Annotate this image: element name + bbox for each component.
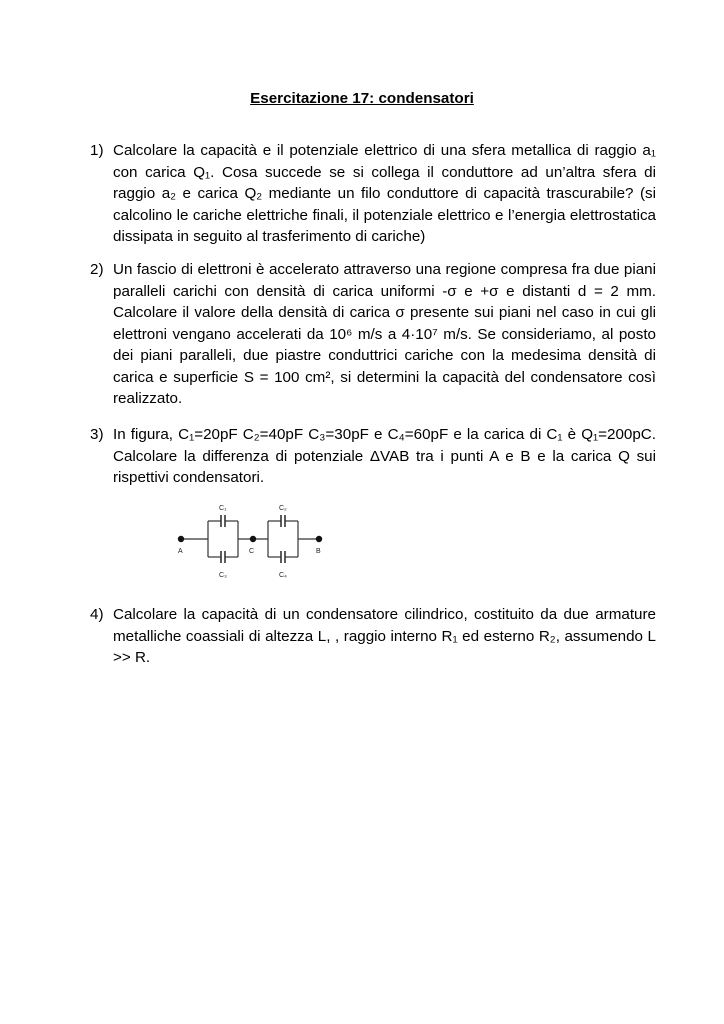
exercise-number: 3) [90,426,104,443]
exercise-number: 4) [90,606,104,623]
exercise-text: Calcolare la capacità di un condensatore cilindrico, costituito da due armature metalliche coassiali di altezza L, , raggio interno R₁ ed esterno R₂, assumendo L >> R. [113,606,656,666]
label-c2: C₂ [279,505,287,512]
exercise-3 [90,424,656,489]
label-c1: C₁ [219,505,227,512]
exercise-text: In figura, C₁=20pF C₂=40pF C₃=30pF e C₄=60pF e la carica di C₁ è Q₁=200pC. Calcolare la differenza di potenziale ΔVAB tra i punti A e B e la carica Q sui rispettivi condensatori. [113,426,656,486]
exercise-text: Un fascio di elettroni è accelerato attraverso una regione compresa fra due piani paralleli carichi con densità di carica uniformi -σ e +σ e distanti d = 2 mm. Calcolare il valore della densità di carica σ presente sui piani nel caso in cui gli elettroni vengano accelerati da 10⁶ m/s a 4·10⁷ m/s. Se consideriamo, al posto dei piani paralleli, due piastre conduttrici cariche con la medesima densità di carica e superficie S = 100 cm², si determini la capacità del condensatore così realizzato. [113,261,656,407]
page-title: Esercitazione 17: condensatori [250,90,474,107]
node-b-dot [316,536,322,542]
exercise-4 [90,604,656,669]
node-c-dot [250,536,256,542]
exercise-number: 1) [90,142,104,159]
label-b: B [316,548,321,555]
label-c4: C₄ [279,572,287,579]
exercise-2 [90,259,656,410]
label-c: C [249,548,255,555]
circuit-diagram [172,499,332,585]
exercise-text: Calcolare la capacità e il potenziale elettrico di una sfera metallica di raggio a₁ con carica Q₁. Cosa succede se si collega il conduttore ad un’altra sfera di raggio a₂ e carica Q₂ mediante un filo conduttore di capacità trascurabile? (si calcolino le cariche elettriche finali, il potenziale elettrico e l’energia elettrostatica dissipata in seguito al trasferimento di cariche) [113,142,656,245]
exercise-number: 2) [90,261,104,278]
exercise-1 [90,140,656,248]
label-c3: C₃ [219,572,227,579]
label-a: A [178,548,183,555]
node-a-dot [178,536,184,542]
